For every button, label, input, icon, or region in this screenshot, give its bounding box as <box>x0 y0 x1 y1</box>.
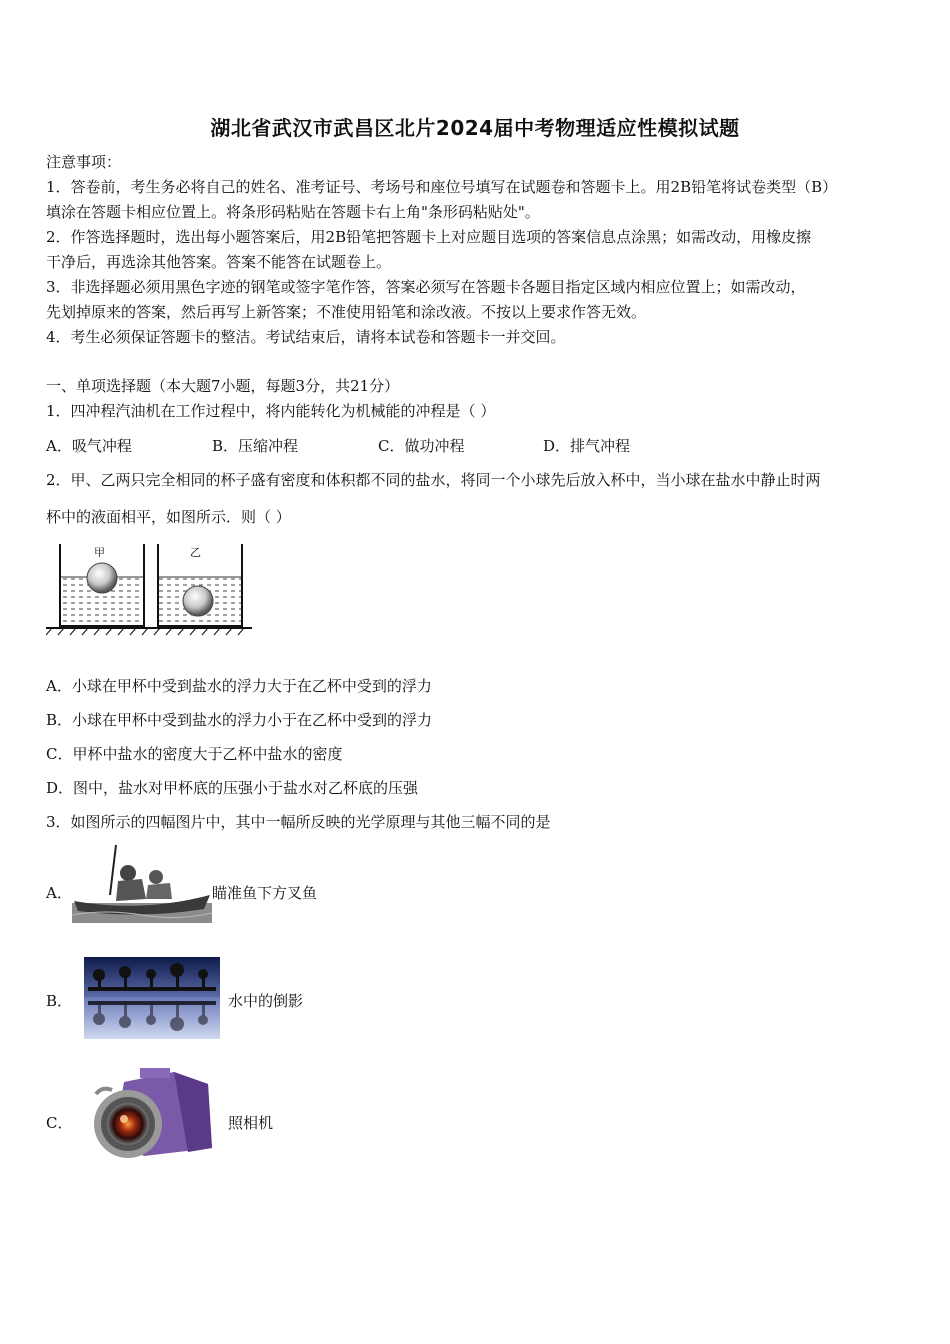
notes-line: 4．考生必须保证答题卡的整洁。考试结束后，请将本试卷和答题卡一并交回。 <box>46 328 566 346</box>
cups-figure <box>46 540 252 636</box>
section-heading: 一、单项选择题（本大题7小题，每题3分，共21分） <box>46 377 400 395</box>
question-3-stem: 3．如图所示的四幅图片中，其中一幅所反映的光学原理与其他三幅不同的是 <box>46 813 551 831</box>
reflection-scene-icon <box>84 957 220 1039</box>
fishing-boat-icon <box>72 843 212 923</box>
q3-option-c-letter: C． <box>46 1114 73 1132</box>
notes-line: 先划掉原来的答案，然后再写上新答案；不准使用铅笔和涂改液。不按以上要求作答无效。 <box>46 303 647 321</box>
q1-option-c: C．做功冲程 <box>378 437 465 455</box>
page-title: 湖北省武汉市武昌区北片2024届中考物理适应性模拟试题 <box>210 116 740 140</box>
cups-diagram-icon <box>46 540 252 636</box>
question-2-stem: 2．甲、乙两只完全相同的杯子盛有密度和体积都不同的盐水，将同一个小球先后放入杯中，当小球在盐水中静止时两 <box>46 471 821 489</box>
question-2-stem: 杯中的液面相平，如图所示．则（ ） <box>46 508 291 526</box>
q3-option-c-caption: 照相机 <box>228 1114 274 1132</box>
q3-option-a-letter: A． <box>46 884 72 902</box>
question-1-stem: 1．四冲程汽油机在工作过程中，将内能转化为机械能的冲程是（ ） <box>46 402 496 420</box>
notes-line: 干净后，再选涂其他答案。答案不能答在试题卷上。 <box>46 253 392 271</box>
q2-option-b: B．小球在甲杯中受到盐水的浮力小于在乙杯中受到的浮力 <box>46 711 433 729</box>
notes-line: 3．非选择题必须用黑色字迹的钢笔或签字笔作答，答案必须写在答题卡各题目指定区域内相应位置上；如需改动， <box>46 278 806 296</box>
cup-label-yi: 乙 <box>190 546 201 559</box>
camera-icon <box>84 1064 226 1162</box>
q3-option-b-letter: B． <box>46 992 73 1010</box>
q2-option-c: C．甲杯中盐水的密度大于乙杯中盐水的密度 <box>46 745 343 763</box>
q1-option-b: B．压缩冲程 <box>212 437 299 455</box>
q3-option-b-caption: 水中的倒影 <box>228 992 304 1010</box>
q1-option-a: A．吸气冲程 <box>46 437 132 455</box>
q1-option-d: D．排气冲程 <box>543 437 631 455</box>
notes-line: 填涂在答题卡相应位置上。将条形码粘贴在答题卡右上角"条形码粘贴处"。 <box>46 203 540 221</box>
cup-label-jia: 甲 <box>94 546 105 559</box>
notes-line: 2．作答选择题时，选出每小题答案后，用2B铅笔把答题卡上对应题目选项的答案信息点涂黑；如需改动，用橡皮擦 <box>46 228 812 246</box>
q2-option-d: D．图中，盐水对甲杯底的压强小于盐水对乙杯底的压强 <box>46 779 419 797</box>
notes-heading: 注意事项： <box>46 153 122 171</box>
q3-option-a-caption: 瞄准鱼下方叉鱼 <box>212 884 318 902</box>
notes-line: 1．答卷前，考生务必将自己的姓名、准考证号、考场号和座位号填写在试题卷和答题卡上。用2B铅笔将试卷类型（B） <box>46 178 838 196</box>
q2-option-a: A．小球在甲杯中受到盐水的浮力大于在乙杯中受到的浮力 <box>46 677 432 695</box>
